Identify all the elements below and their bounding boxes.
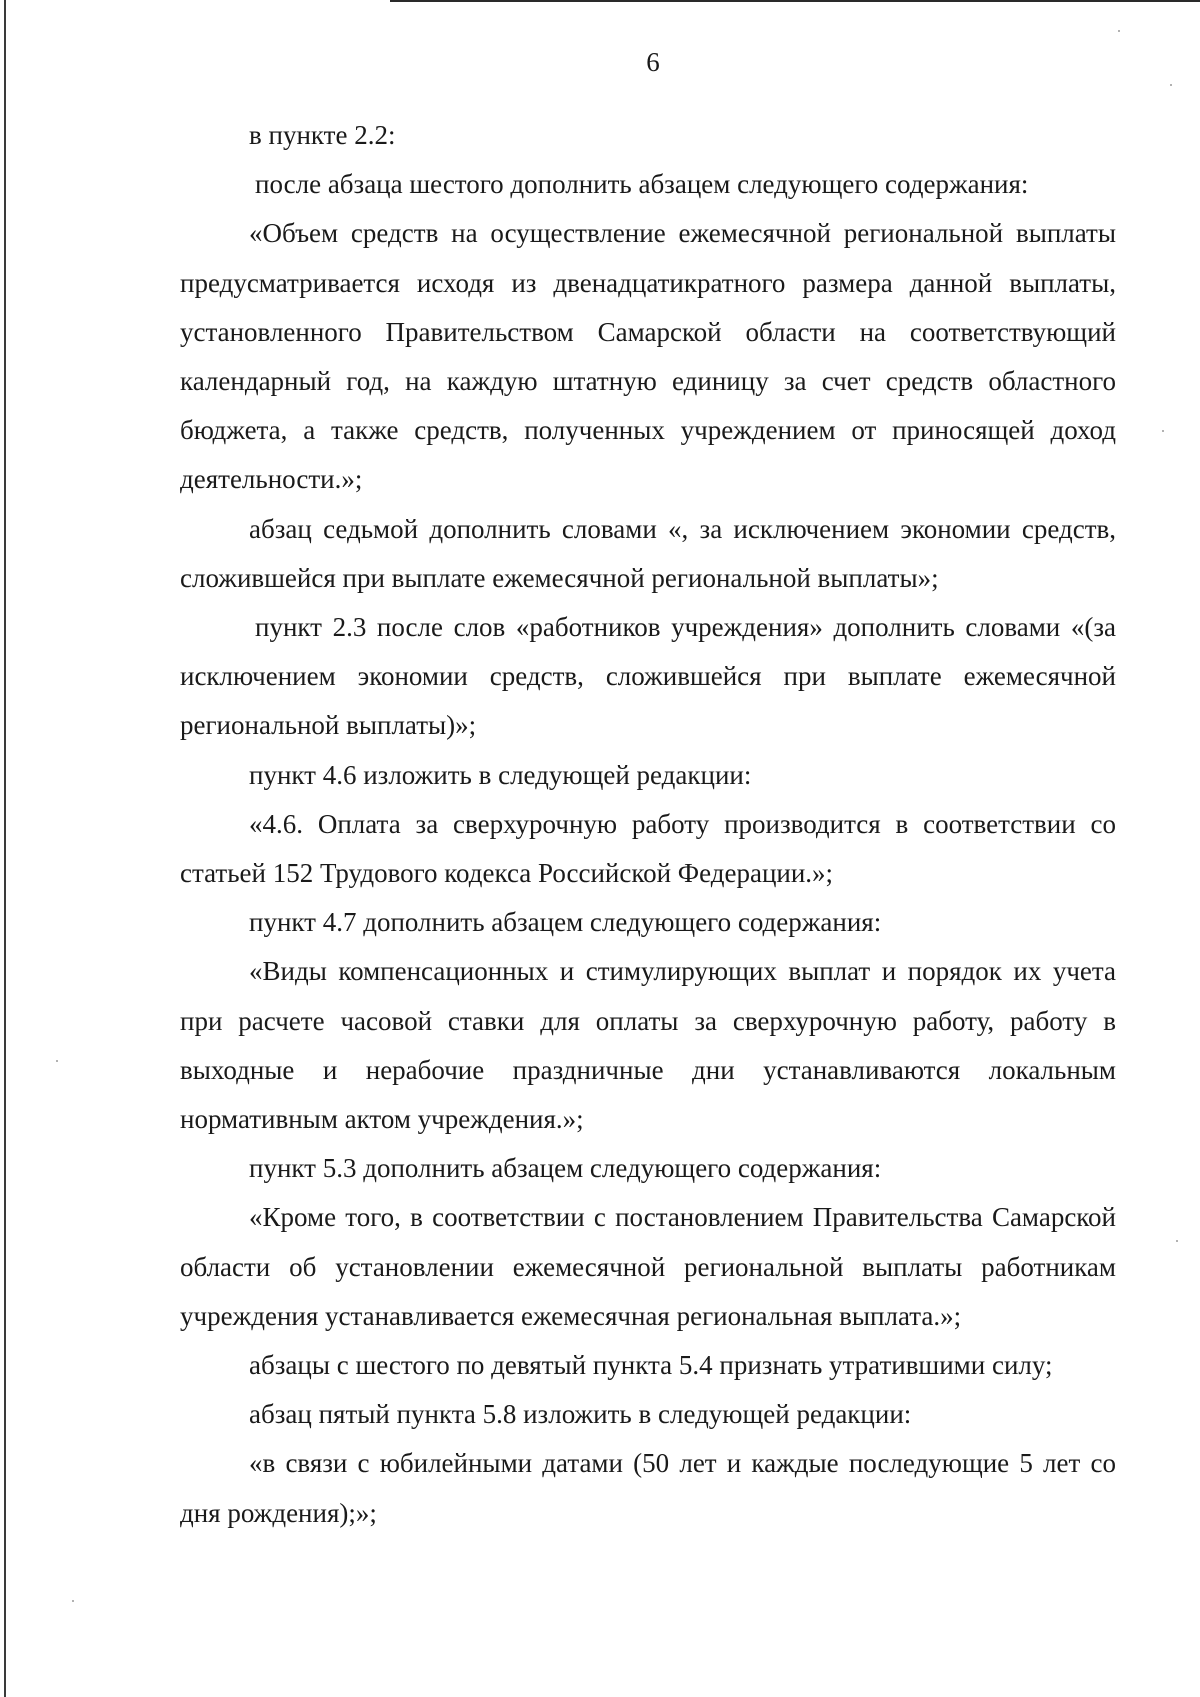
paragraph: пункт 2.3 после слов «работников учреждения» дополнить словами «(за исключением экономии средств, сложившейся при выплате ежемесячной региональной выплаты)»;	[180, 612, 1116, 741]
scan-top-edge	[390, 0, 1200, 2]
scan-speck	[72, 1600, 74, 1602]
scan-left-edge	[4, 0, 6, 1697]
paragraph: «Кроме того, в соответствии с постановлением Правительства Самарской области об установлении ежемесячной региональной выплаты работникам учреждения устанавливается ежемесячная региональная выплата.»;	[180, 1202, 1116, 1331]
page-number: 6	[646, 47, 660, 77]
paragraph: пункт 5.3 дополнить абзацем следующего содержания:	[249, 1153, 882, 1184]
paragraph: в пункте 2.2:	[249, 120, 396, 150]
paragraph: пункт 4.6 изложить в следующей редакции:	[249, 759, 752, 790]
scan-speck	[1176, 1240, 1178, 1242]
paragraph: «в связи с юбилейными датами (50 лет и каждые последующие 5 лет со дня рождения);»;	[180, 1448, 1116, 1528]
paragraph: абзац седьмой дополнить словами «, за исключением экономии средств, сложившейся при выплате ежемесячной региональной выплаты»;	[180, 513, 1116, 593]
paragraph: абзацы с шестого по девятый пункта 5.4 признать утратившими силу;	[249, 1350, 1053, 1381]
paragraph: абзац пятый пункта 5.8 изложить в следующей редакции:	[249, 1399, 912, 1430]
scan-speck	[1170, 84, 1172, 86]
paragraph: «Объем средств на осуществление ежемесячной региональной выплаты предусматривается исходя из двенадцатикратного размера данной выплаты, установленного Правительством Самарской области на соответствующий календарный год, на каждую штатную единицу за счет средств областного бюджета, а также средств, полученных учреждением от приносящей доход деятельности.»;	[180, 218, 1116, 495]
scan-speck	[56, 1060, 58, 1062]
paragraph: «4.6. Оплата за сверхурочную работу производится в соответствии со статьей 152 Трудового кодекса Российской Федерации.»;	[180, 808, 1116, 889]
scan-speck	[1162, 430, 1164, 432]
scan-speck	[1118, 30, 1120, 32]
paragraph: после абзаца шестого дополнить абзацем следующего содержания:	[255, 169, 1029, 200]
paragraph: «Виды компенсационных и стимулирующих выплат и порядок их учета при расчете часовой ставки для оплаты за сверхурочную работу, работу в выходные и нерабочие праздничные дни устанавливаются локальным нормативным актом учреждения.»;	[180, 956, 1116, 1135]
document-body	[180, 111, 1116, 1538]
paragraph: пункт 4.7 дополнить абзацем следующего содержания:	[249, 907, 882, 938]
